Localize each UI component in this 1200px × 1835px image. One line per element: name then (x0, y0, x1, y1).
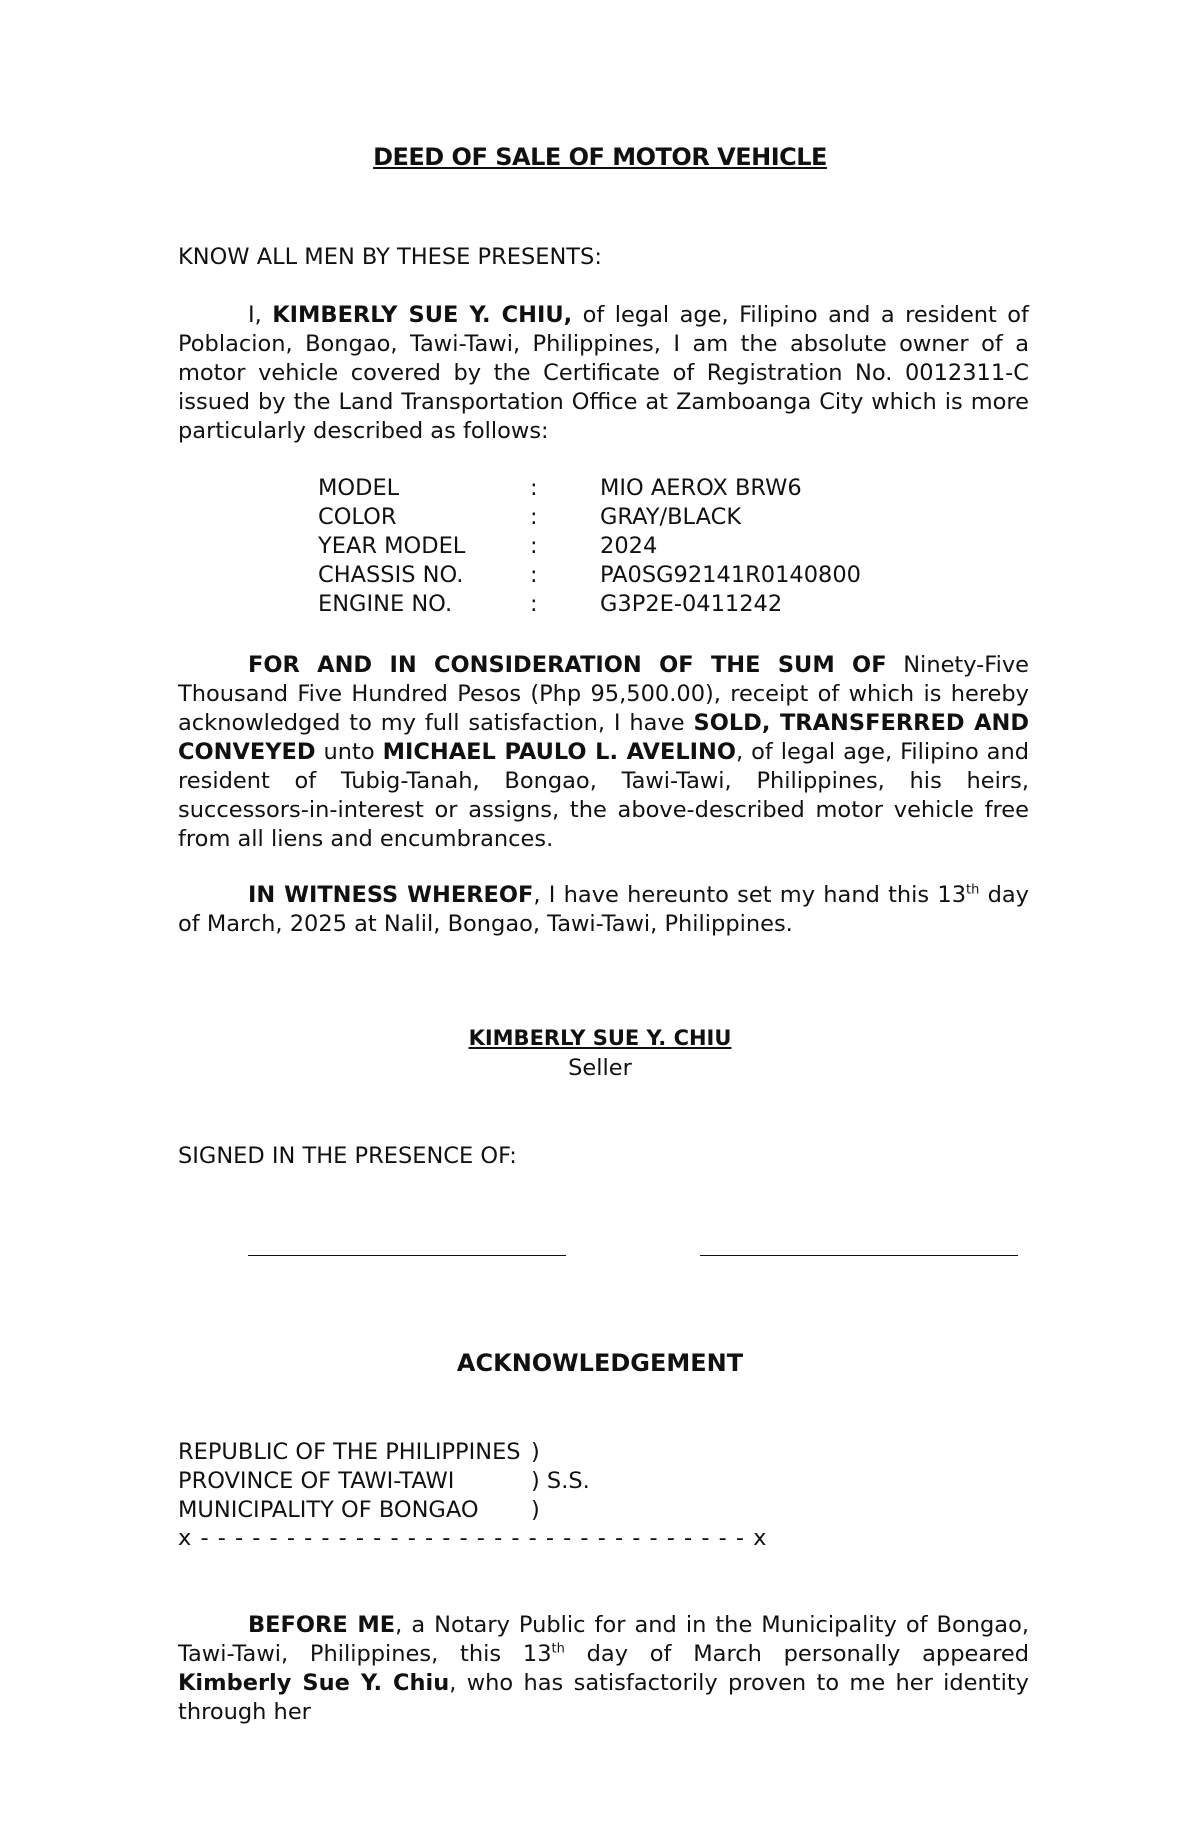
seller-signature-role: Seller (568, 1055, 632, 1081)
paragraph-consideration: FOR AND IN CONSIDERATION OF THE SUM OF Ninety-Five Thousand Five Hundred Pesos (Php 95,500.00), receipt of which is hereby acknowledged to my full satisfaction, I have SOLD, TRANSFERRED AND CONVEYED unto MICHAEL PAULO L. AVELINO, of legal age, Filipino and resident of Tubig-Tanah, Bongao, Tawi-Tawi, Philippines, his heirs, successors-in-interest or assigns, the above-described motor vehicle free from all liens and encumbrances. (178, 652, 1029, 852)
venue-row-province: PROVINCE OF TAWI-TAWI ) S.S. (178, 1468, 590, 1494)
witness-heading: SIGNED IN THE PRESENCE OF: (178, 1143, 517, 1169)
document-title: DEED OF SALE OF MOTOR VEHICLE (373, 143, 827, 171)
witness-signature-line-1 (248, 1255, 566, 1256)
paragraph-owner-statement: I, KIMBERLY SUE Y. CHIU, of legal age, Filipino and a resident of Poblacion, Bongao, Tawi-Tawi, Philippines, I am the absolute owner of a motor vehicle covered by the Certificate of Registration No. 0012311-C issued by the Land Transportation Office at Zamboanga City which is more particularly described as follows: (178, 302, 1029, 444)
preamble: KNOW ALL MEN BY THESE PRESENTS: (178, 244, 602, 270)
witness-signature-line-2 (700, 1255, 1018, 1256)
affiant-name-bold: Kimberly Sue Y. Chiu (178, 1670, 450, 1696)
paragraph-before-me: BEFORE ME, a Notary Public for and in the Municipality of Bongao, Tawi-Tawi, Philippines, this 13th day of March personally appeared Kimberly Sue Y. Chiu, who has satisfactorily proven to me her identity through her (178, 1612, 1029, 1725)
venue-row-municipality: MUNICIPALITY OF BONGAO ) (178, 1497, 540, 1523)
paragraph-witness-whereof: IN WITNESS WHEREOF, I have hereunto set my hand this 13th day of March, 2025 at Nalil, Bongao, Tawi-Tawi, Philippines. (178, 882, 1030, 937)
buyer-name-bold: MICHAEL PAULO L. AVELINO (382, 739, 736, 765)
document-page: DEED OF SALE OF MOTOR VEHICLE KNOW ALL MEN BY THESE PRESENTS: I, KIMBERLY SUE Y. CHIU, of legal age, Filipino and a resident of Poblacion, Bongao, Tawi-Tawi, Philippines, I am the absolute owner of a motor vehicle covered by the Certificate of Registration No. 0012311-C issued by the Land Transportation Office at Zamboanga City which is more particularly described as follows: MODEL : MIO AEROX BRW6 COLOR : GRAY/BLACK YEAR MODEL : 2024 CHASSIS NO. : PA0SG92141R0140800 ENGINE NO. : G3P2E-0411242 FOR AND IN CONSIDERATION OF THE SUM OF Ninety-Five Thousand Five Hundred Pesos (Php 95,500.00), receipt of which is hereby acknowledged to my full satisfaction, I have SOLD, TRANSFERRED AND CONVEYED unto MICHAEL PAULO L. AVELINO, of legal age, Filipino and resident of Tubig-Tanah, Bongao, Tawi-Tawi, Philippines, his heirs, successors-in-interest or assigns, the above-described motor vehicle free from all liens and encumbrances. IN WITNESS WHEREOF, I have hereunto set my hand this 13th day of March, 2025 at Nalil, Bongao, Tawi-Tawi, Philippines. KIMBERLY SUE Y. CHIU Seller SIGNED IN THE PRESENCE OF: ACKNOWLEDGEMENT REPUBLIC OF THE PHILIPPINES ) PROVINCE OF TAWI-TAWI ) S.S. MUNICIPALITY OF BONGAO ) x - - - - - - - - - - - - - - - - - - - - - - - - - - - - - - - - x BEFORE ME, a Notary Public for and in the Municipality of Bongao, Tawi-Tawi, Philippines, this 13th day of March personally appeared Kimberly Sue Y. Chiu, who has satisfactorily proven to me her identity through her (0, 0, 1200, 1835)
seller-signature-name: KIMBERLY SUE Y. CHIU (468, 1026, 732, 1050)
acknowledgement-venue (178, 1438, 778, 1525)
seller-name-bold: KIMBERLY SUE Y. CHIU, (272, 302, 573, 328)
venue-separator: x - - - - - - - - - - - - - - - - - - - - - - - - - - - - - - - - x (178, 1525, 768, 1551)
acknowledgement-title: ACKNOWLEDGEMENT (456, 1349, 744, 1377)
venue-row-republic: REPUBLIC OF THE PHILIPPINES ) (178, 1439, 540, 1465)
